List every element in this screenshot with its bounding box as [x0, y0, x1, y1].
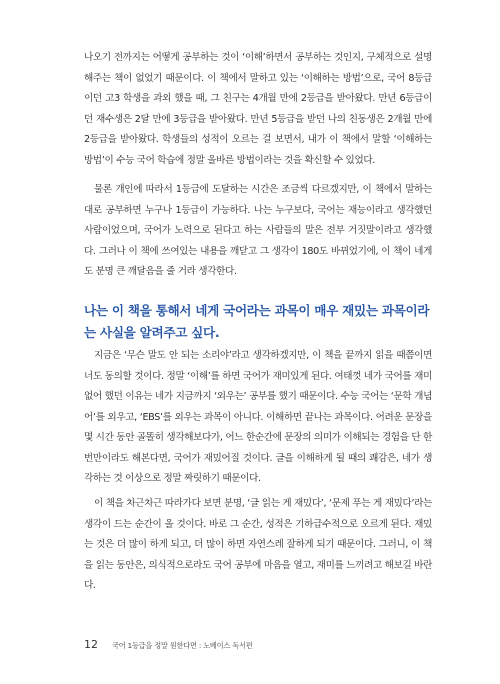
body-paragraph-4: 이 책을 차근차근 따라가다 보면 분명, ‘글 읽는 게 재밌다’, ‘문제 푸는 게 재밌다’라는 생각이 드는 순간이 올 것이다. 바로 그 순간, 성적은 기하급수적으로 오르게 된다. 재밌는 것은 더 많이 하게 되고, 더 많이 하면 자연스레 잘하게 되기 때문이다. 그러니, 이 책을 읽는 동안은, 의식적으로라도 국어 공부에 마음을 열고, 재미를 느끼려고 해보길 바란다.: [84, 498, 432, 591]
body-paragraph-3: 지금은 ‘무슨 말도 안 되는 소리야’라고 생각하겠지만, 이 책을 끝까지 읽을 때쯤이면 너도 동의할 것이다. 정말 ‘이해’를 하면 국어가 재미있게 된다. 여태껏 네가 국어를 재미없어 했던 이유는 네가 지금까지 ‘외우는’ 공부를 했기 때문이다. 수능 국어는 ‘문학 개념어’를 외우고, ‘EBS’를 외우는 과목이 아니다. 이해하면 끝나는 과목이다. 어려운 문장을 몇 시간 동안 골똘히 생각해보다가, 어느 한순간에 문장의 의미가 이해되는 경험을 단 한 번만이라도 해본다면, 국어가 재밌어질 것이다. 글을 이해하게 될 때의 쾌감은, 네가 생각하는 것 이상으로 정말 짜릿하기 때문이다.: [84, 350, 432, 484]
page-footer: [84, 638, 252, 651]
body-paragraph-2: 물론 개인에 따라서 1등급에 도달하는 시간은 조금씩 다르겠지만, 이 책에서 말하는 대로 공부하면 누구나 1등급이 가능하다. 나는 누구보다, 국어는 재능이라고 생각했던 사람이었으며, 국어가 노력으로 된다고 하는 사람들의 말은 전부 거짓말이라고 생각했다. 그러나 이 책에 쓰여있는 내용을 깨닫고 그 생각이 180도 바뀌었기에, 이 책이 네게도 분명 큰 깨달음을 줄 거라 생각한다.: [84, 184, 432, 277]
page-number: 12: [84, 638, 98, 651]
section-heading: 나는 이 책을 통해서 네게 국어라는 과목이 매우 재밌는 과목이라는 사실을 알려주고 싶다.: [84, 303, 430, 340]
body-paragraph-1: 나오기 전까지는 어떻게 공부하는 것이 ‘이해’하면서 공부하는 것인지, 구체적으로 설명해주는 책이 없었기 때문이다. 이 책에서 말하고 있는 ‘이해하는 방법’으로, 국어 8등급이던 고3 학생을 과외 했을 때, 그 친구는 4개월 만에 2등급을 받아왔다. 만년 6등급이던 재수생은 2달 만에 3등급을 받아왔다. 만년 5등급을 받던 나의 친동생은 2개월 만에 2등급을 받아왔다. 학생들의 성적이 오르는 걸 보면서, 내가 이 책에서 말할 ‘이해하는 방법’이 수능 국어 학습에 정말 올바른 방법이라는 것을 확신할 수 있었다.: [84, 52, 432, 166]
running-title: 국어 1등급을 정말 원한다면 : 노베이스 독서편: [112, 641, 253, 650]
